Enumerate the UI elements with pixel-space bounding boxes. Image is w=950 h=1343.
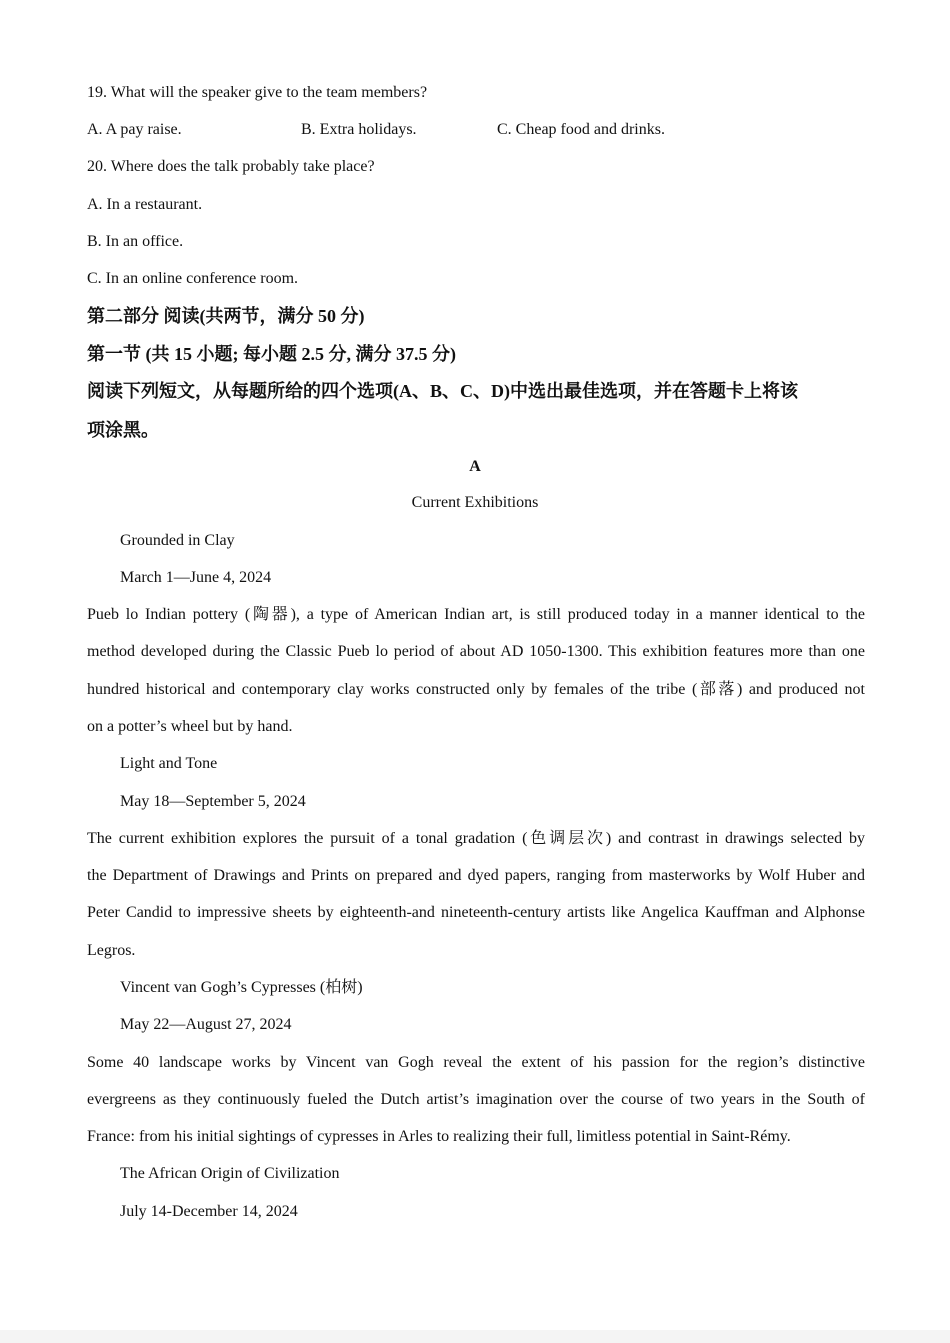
question-19-option-a: A. A pay raise. [87,121,182,138]
part-title: 第二部分 阅读(共两节，满分 50 分) [87,306,365,326]
question-20-option-b: B. In an office. [87,233,184,250]
exhibition-2-dates: May 18—September 5, 2024 [120,793,306,810]
exhibition-1-text-line: hundred historical and contemporary clay works constructed only by females of the tribe (部落) and produced not [87,681,865,698]
question-20-stem: 20. Where does the talk probably take place? [87,158,375,175]
instruction-line-2: 项涂黑。 [87,420,159,440]
exhibition-3-name: Vincent van Gogh’s Cypresses (柏树) [120,979,363,996]
question-19-option-b: B. Extra holidays. [301,121,417,138]
exhibition-1-text-line: method developed during the Classic Pueb lo period of about AD 1050-1300. This exhibition features more than one [87,643,865,660]
exhibition-1-text-line: Pueb lo Indian pottery (陶器), a type of American Indian art, is still produced today in a manner identical to the [87,606,865,623]
exhibition-3-text-line: evergreens as they continuously fueled the Dutch artist’s imagination over the course of two years in the South of [87,1091,865,1108]
exhibition-1-name: Grounded in Clay [120,532,235,549]
question-19-option-c: C. Cheap food and drinks. [497,121,665,138]
exhibition-1-dates: March 1—June 4, 2024 [120,569,272,586]
exhibition-2-text-line: Legros. [87,942,136,959]
exhibition-2-text-line: Peter Candid to impressive sheets by eighteenth-and nineteenth-century artists like Angelica Kauffman and Alphonse [87,904,865,921]
exhibition-4-dates: July 14-December 14, 2024 [120,1203,298,1220]
passage-label: A [469,458,481,475]
section-subtitle: 第一节 (共 15 小题; 每小题 2.5 分, 满分 37.5 分) [87,344,456,364]
exhibition-2-text-line: the Department of Drawings and Prints on prepared and dyed papers, ranging from masterworks by Wolf Huber and [87,867,865,884]
question-20-option-a: A. In a restaurant. [87,196,203,213]
exhibition-3-text-line: France: from his initial sightings of cypresses in Arles to realizing their full, limitless potential in Saint-Rémy. [87,1128,791,1145]
exhibition-4-name: The African Origin of Civilization [120,1165,340,1182]
page-bottom-band [0,1330,950,1343]
instruction-line-1: 阅读下列短文，从每题所给的四个选项(A、B、C、D)中选出最佳选项，并在答题卡上将该 [87,381,798,401]
exhibition-2-text-line: The current exhibition explores the pursuit of a tonal gradation (色调层次) and contrast in drawings selected by [87,830,865,847]
exhibition-2-name: Light and Tone [120,755,218,772]
passage-title: Current Exhibitions [411,494,539,511]
exhibition-1-text-line: on a potter’s wheel but by hand. [87,718,293,735]
exhibition-3-dates: May 22—August 27, 2024 [120,1016,292,1033]
question-19-stem: 19. What will the speaker give to the team members? [87,84,428,101]
question-20-option-c: C. In an online conference room. [87,270,299,287]
exhibition-3-text-line: Some 40 landscape works by Vincent van Gogh reveal the extent of his passion for the region’s distinctive [87,1054,865,1071]
